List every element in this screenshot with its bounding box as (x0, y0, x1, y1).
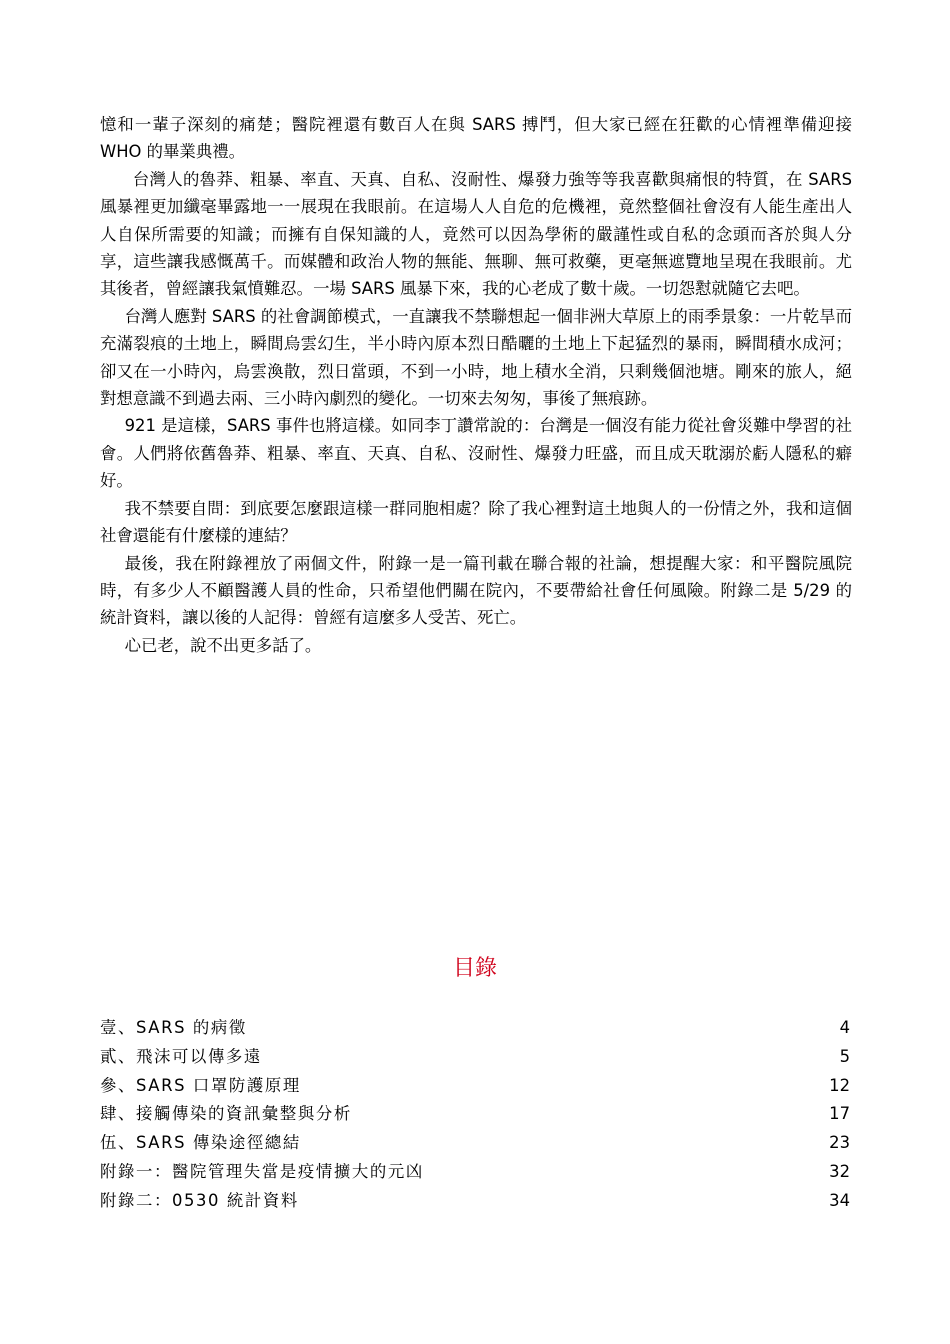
table-of-contents (100, 1014, 850, 1216)
paragraph: 台灣人應對 SARS 的社會調節模式，一直讓我不禁聯想起一個非洲大草原上的雨季景象：一片乾旱而充滿裂痕的土地上，瞬間烏雲幻生，半小時內原本烈日酷曬的土地上下起猛烈的暴雨，瞬間積水成河；卻又在一小時內，烏雲渙散，烈日當頭，不到一小時，地上積水全消，只剩幾個池塘。剛來的旅人，絕對想意識不到過去兩、三小時內劇烈的變化。一切來去匆匆，事後了無痕跡。 (100, 306, 852, 409)
toc-entry[interactable] (100, 1129, 850, 1158)
toc-entry-label: 參、SARS 口罩防護原理 (100, 1075, 301, 1095)
toc-entry-page: 32 (829, 1161, 850, 1181)
paragraph: 921 是這樣，SARS 事件也將這樣。如同李丁讚常說的：台灣是一個沒有能力從社會災難中學習的社會。人們將依舊魯莽、粗暴、率直、天真、自私、沒耐性、爆發力旺盛，而且成天耽溺於虧人隱私的癖好。 (100, 416, 852, 491)
paragraph: 最後，我在附錄裡放了兩個文件，附錄一是一篇刊載在聯合報的社論，想提醒大家：和平醫院風院時，有多少人不顧醫護人員的性命，只希望他們關在院內，不要帶給社會任何風險。附錄二是 5/29 的統計資料，讓以後的人記得：曾經有這麼多人受苦、死亡。 (100, 553, 852, 628)
toc-entry[interactable] (100, 1072, 850, 1101)
toc-entry[interactable] (100, 1187, 850, 1216)
toc-entry-label: 伍、SARS 傳染途徑總結 (100, 1133, 301, 1153)
toc-entry-label: 肆、接觸傳染的資訊彙整與分析 (100, 1104, 352, 1124)
toc-entry-label: 附錄二：0530 統計資料 (100, 1190, 299, 1210)
toc-entry-page: 4 (839, 1018, 850, 1037)
toc-entry-page: 23 (829, 1133, 850, 1153)
paragraph: 憶和一輩子深刻的痛楚；醫院裡還有數百人在與 SARS 搏鬥，但大家已經在狂歡的心情裡準備迎接 WHO 的畢業典禮。 (100, 115, 852, 162)
toc-entry-page: 17 (829, 1104, 850, 1124)
toc-entry-label: 貳、飛沫可以傳多遠 (100, 1046, 262, 1066)
toc-entry[interactable] (100, 1158, 850, 1187)
toc-entry[interactable] (100, 1014, 850, 1043)
body-text (100, 111, 852, 659)
toc-entry-page: 12 (829, 1075, 850, 1095)
paragraph: 心已老，說不出更多話了。 (124, 635, 322, 655)
paragraph: 台灣人的魯莽、粗暴、率直、天真、自私、沒耐性、爆發力強等等我喜歡與痛恨的特質，在 SARS 風暴裡更加纖毫畢露地一一展現在我眼前。在這場人人自危的危機裡，竟然整個社會沒有人能生產出人人自保所需要的知識；而擁有自保知識的人，竟然可以因為學術的嚴謹性或自私的念頭而吝於與人分享，這些讓我感慨萬千。而媒體和政治人物的無能、無聊、無可救藥，更毫無遮覽地呈現在我眼前。尤其後者，曾經讓我氣憤難忍。一場 SARS 風暴下來，我的心老成了數十歲。一切怨懟就隨它去吧。 (100, 169, 852, 299)
toc-entry[interactable] (100, 1100, 850, 1129)
toc-entry-label: 壹、SARS 的病徵 (100, 1018, 247, 1037)
toc-entry-label: 附錄一：醫院管理失當是疫情擴大的元凶 (100, 1161, 424, 1181)
toc-title: 目錄 (452, 956, 497, 981)
toc-entry[interactable] (100, 1043, 850, 1072)
toc-entry-page: 5 (839, 1046, 850, 1066)
paragraph: 我不禁要自問：到底要怎麼跟這樣一群同胞相處？除了我心裡對這土地與人的一份情之外，我和這個社會還能有什麼樣的連結？ (100, 498, 852, 546)
toc-entry-page: 34 (829, 1190, 850, 1210)
